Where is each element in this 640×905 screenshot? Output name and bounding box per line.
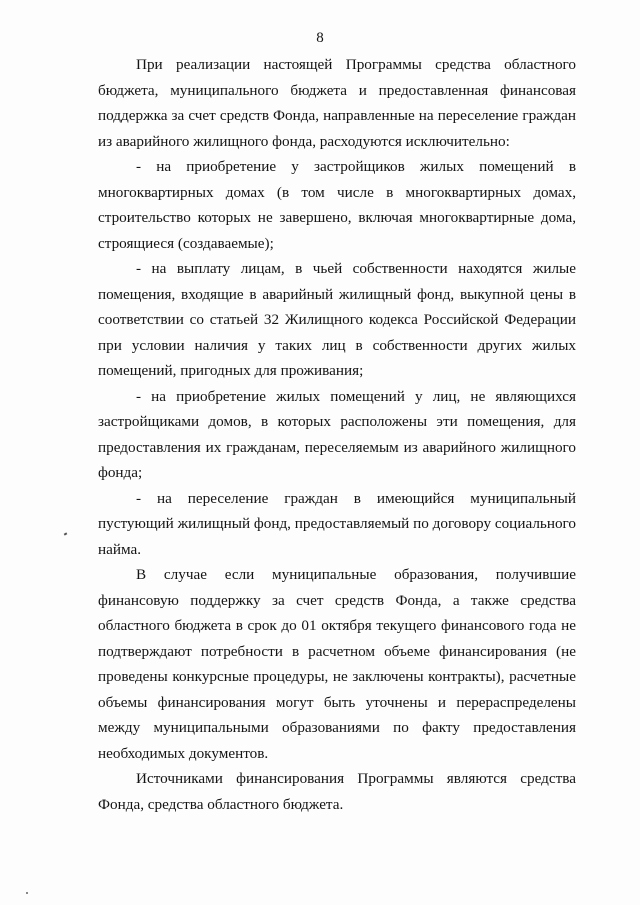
scan-artifact-dot (26, 892, 28, 894)
list-item-resettlement-municipal-fund: - на переселение граждан в имеющийся муниципальный пустующий жилищный фонд, предоставляемый по договору социального найма. (98, 489, 576, 558)
paragraph-funding-sources: Источниками финансирования Программы являются средства Фонда, средства областного бюджета. (98, 770, 576, 813)
paragraph-intro: При реализации настоящей Программы средства областного бюджета, муниципального бюджета и предоставленная финансовая поддержка за счет средств Фонда, направленные на переселение граждан из аварийного жилищного фонда, расходуются исключительно: (98, 56, 576, 150)
scan-artifact-mark (64, 532, 68, 535)
paragraph-redistribution: В случае если муниципальные образования, получившие финансовую поддержку за счет средств Фонда, а также средства областного бюджета в срок до 01 октября текущего финансового года не подтверждают потребности в расчетном объеме финансирования (не проведены конкурсные процедуры, не заключены контракты), расчетные объемы финансирования могут быть уточнены и перераспределены между муниципальными образованиями по факту предоставления необходимых документов. (98, 566, 576, 762)
list-item-purchase-from-non-developers: - на приобретение жилых помещений у лиц, не являющихся застройщиками домов, в которых расположены эти помещения, для предоставления их гражданам, переселяемым из аварийного жилищного фонда; (98, 387, 576, 481)
list-item-redemption-payment: - на выплату лицам, в чьей собственности находятся жилые помещения, входящие в аварийный жилищный фонд, выкупной цены в соответствии со статьей 32 Жилищного кодекса Российской Федерации при условии наличия у таких лиц в собственности других жилых помещений, пригодных для проживания; (98, 260, 576, 379)
document-body (98, 52, 576, 817)
page-number: 8 (316, 30, 324, 46)
list-item-purchase-from-developers: - на приобретение у застройщиков жилых помещений в многоквартирных домах (в том числе в многоквартирных домах, строительство которых не завершено, включая многоквартирные дома, строящиеся (создаваемые); (98, 158, 576, 252)
